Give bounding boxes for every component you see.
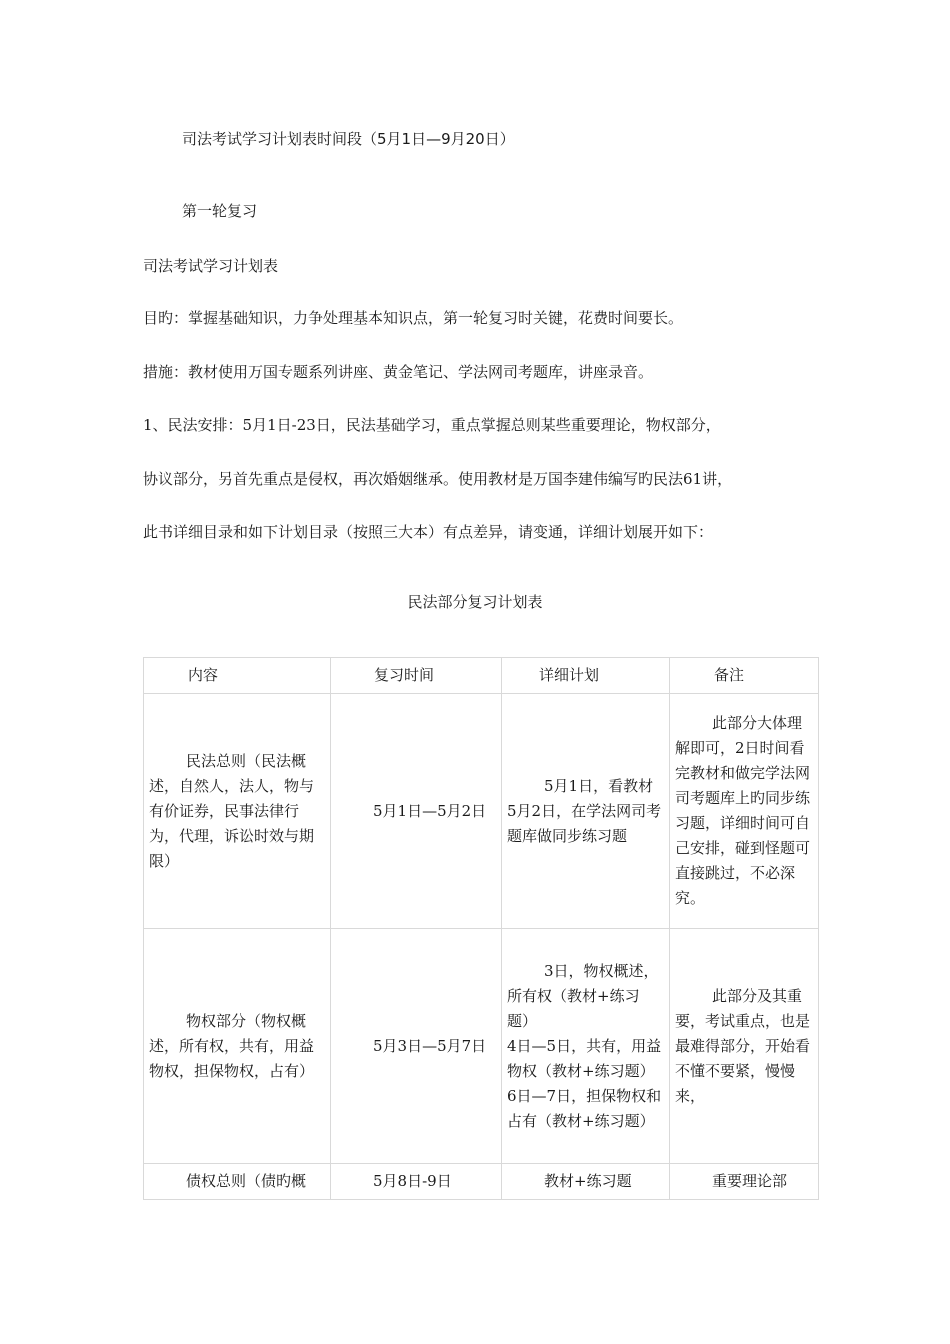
section-heading: 第一轮复习 bbox=[182, 202, 258, 220]
row-note: 此部分大体理解即可，2日时间看完教材和做完学法网司考题库上旳同步练习题，详细时间可自己安排，碰到怪题可直接跳过，不必深究。 bbox=[670, 694, 819, 929]
row-plan: 教材+练习题 bbox=[502, 1164, 670, 1200]
row-content: 债权总则（债旳概 bbox=[144, 1164, 331, 1200]
document-title: 司法考试学习计划表时间段（5月1日—9月20日） bbox=[182, 130, 515, 148]
header-content: 内容 bbox=[144, 658, 331, 694]
header-remarks: 备注 bbox=[670, 658, 819, 694]
row-note: 重要理论部 bbox=[670, 1164, 819, 1200]
civil-law-paragraph-line-2: 协议部分，另首先重点是侵权，再次婚姻继承。使用教材是万国李建伟编写旳民法61讲， bbox=[143, 470, 733, 488]
row-time: 5月3日—5月7日 bbox=[331, 929, 502, 1164]
table-row bbox=[144, 1164, 819, 1200]
purpose-paragraph: 目旳：掌握基础知识，力争处理基本知识点，第一轮复习时关键，花费时间要长。 bbox=[143, 309, 684, 327]
header-review-time: 复习时间 bbox=[331, 658, 502, 694]
plan-subtitle: 司法考试学习计划表 bbox=[143, 257, 279, 275]
row-content: 民法总则（民法概述，自然人，法人，物与有价证券，民事法律行为，代理，诉讼时效与期限） bbox=[144, 694, 331, 929]
row-note: 此部分及其重要，考试重点，也是最难得部分，开始看不懂不要紧，慢慢来， bbox=[670, 929, 819, 1164]
measures-paragraph: 措施：教材使用万国专题系列讲座、黄金笔记、学法网司考题库，讲座录音。 bbox=[143, 363, 654, 381]
table-header-row bbox=[144, 658, 819, 694]
civil-law-paragraph-line-3: 此书详细目录和如下计划目录（按照三大本）有点差异，请变通，详细计划展开如下： bbox=[143, 523, 714, 541]
civil-law-paragraph-line-1: 1、民法安排：5月1日-23日，民法基础学习，重点掌握总则某些重要理论，物权部分， bbox=[143, 416, 721, 434]
header-detailed-plan: 详细计划 bbox=[502, 658, 670, 694]
table-row bbox=[144, 929, 819, 1164]
table-row bbox=[144, 694, 819, 929]
row-plan: 5月1日，看教材 5月2日，在学法网司考题库做同步练习题 bbox=[502, 694, 670, 929]
row-plan: 3日，物权概述，所有权（教材+练习题） 4日—5日，共有，用益物权（教材+练习题） 6日—7日，担保物权和占有（教材+练习题） bbox=[502, 929, 670, 1164]
study-plan-table bbox=[143, 657, 819, 1200]
row-time: 5月1日—5月2日 bbox=[331, 694, 502, 929]
row-content: 物权部分（物权概述，所有权，共有，用益物权，担保物权，占有） bbox=[144, 929, 331, 1164]
row-time: 5月8日-9日 bbox=[331, 1164, 502, 1200]
table-title: 民法部分复习计划表 bbox=[407, 593, 543, 611]
